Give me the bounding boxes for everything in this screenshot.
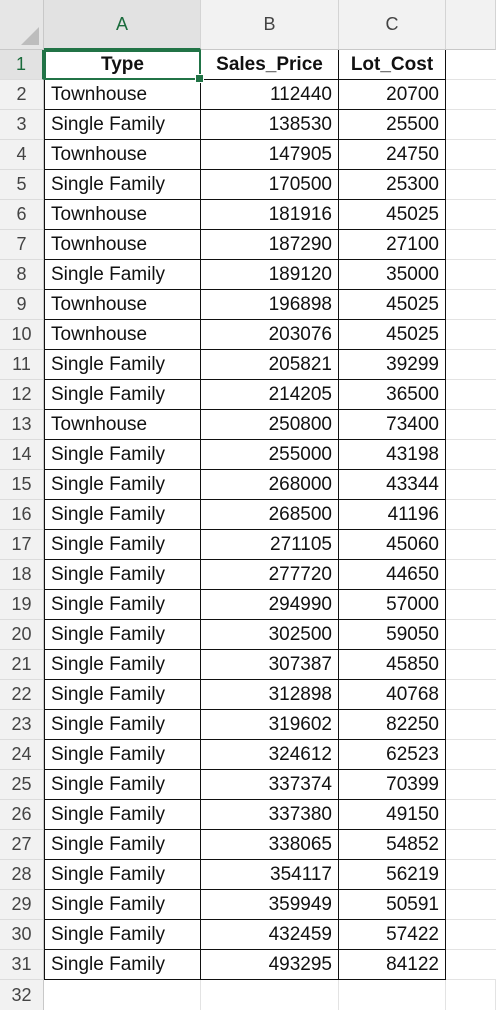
cell-empty[interactable] xyxy=(446,440,496,470)
cell-sales-price[interactable]: 196898 xyxy=(201,290,339,320)
cell-lot-cost[interactable]: 40768 xyxy=(339,680,446,710)
cell-type[interactable]: Single Family xyxy=(44,470,201,500)
cell-type[interactable]: Single Family xyxy=(44,860,201,890)
cell-type[interactable]: Single Family xyxy=(44,350,201,380)
cell-sales-price[interactable]: 294990 xyxy=(201,590,339,620)
table-row xyxy=(0,470,496,500)
cell-type[interactable]: Single Family xyxy=(44,890,201,920)
table-row xyxy=(0,620,496,650)
cell-lot-cost[interactable]: 73400 xyxy=(339,410,446,440)
cell-type[interactable]: Single Family xyxy=(44,830,201,860)
cell-empty[interactable] xyxy=(446,560,496,590)
row-header[interactable]: 4 xyxy=(0,140,44,170)
table-row xyxy=(0,680,496,710)
row-header[interactable]: 28 xyxy=(0,860,44,890)
column-header-b[interactable]: B xyxy=(201,0,339,50)
row-header[interactable]: 12 xyxy=(0,380,44,410)
cell-lot-cost[interactable]: 59050 xyxy=(339,620,446,650)
table-row xyxy=(0,350,496,380)
cell-lot-cost[interactable]: 45025 xyxy=(339,320,446,350)
cell-empty[interactable] xyxy=(446,230,496,260)
cell-sales-price[interactable]: 307387 xyxy=(201,650,339,680)
cell-sales-price[interactable]: 354117 xyxy=(201,860,339,890)
cell-lot-cost[interactable]: 45850 xyxy=(339,650,446,680)
row-header[interactable]: 29 xyxy=(0,890,44,920)
table-row xyxy=(0,410,496,440)
cell-sales-price[interactable]: 189120 xyxy=(201,260,339,290)
cell-type[interactable]: Townhouse xyxy=(44,230,201,260)
row-header[interactable]: 13 xyxy=(0,410,44,440)
cell-empty[interactable] xyxy=(446,350,496,380)
cell-lot-cost[interactable]: 62523 xyxy=(339,740,446,770)
cell-lot-cost[interactable]: 25300 xyxy=(339,170,446,200)
cell-type[interactable]: Single Family xyxy=(44,170,201,200)
cell-type[interactable]: Single Family xyxy=(44,590,201,620)
row-header[interactable]: 20 xyxy=(0,620,44,650)
row-header[interactable]: 26 xyxy=(0,800,44,830)
cell-sales-price[interactable]: 277720 xyxy=(201,560,339,590)
cell-lot-cost[interactable]: 49150 xyxy=(339,800,446,830)
table-row xyxy=(0,560,496,590)
cell-type[interactable]: Single Family xyxy=(44,560,201,590)
cell-empty[interactable] xyxy=(446,290,496,320)
cell-sales-price[interactable]: 319602 xyxy=(201,710,339,740)
cell-type[interactable]: Single Family xyxy=(44,800,201,830)
cell-lot-cost[interactable]: 44650 xyxy=(339,560,446,590)
cell-lot-cost[interactable]: 50591 xyxy=(339,890,446,920)
cell-type[interactable]: Single Family xyxy=(44,380,201,410)
cell-sales-price[interactable]: 203076 xyxy=(201,320,339,350)
cell-lot-cost[interactable]: 36500 xyxy=(339,380,446,410)
cell-type[interactable]: Townhouse xyxy=(44,290,201,320)
cell-sales-price[interactable]: 493295 xyxy=(201,950,339,980)
cell-empty[interactable] xyxy=(446,380,496,410)
select-all-triangle-icon xyxy=(21,27,39,45)
cell-empty[interactable] xyxy=(446,770,496,800)
cell-empty[interactable] xyxy=(446,320,496,350)
cell-lot-cost[interactable]: 20700 xyxy=(339,80,446,110)
cell-empty[interactable] xyxy=(446,710,496,740)
cell-lot-cost[interactable]: 57000 xyxy=(339,590,446,620)
cell-empty[interactable] xyxy=(446,620,496,650)
column-header-d[interactable] xyxy=(446,0,496,50)
cell-lot-cost[interactable]: 84122 xyxy=(339,950,446,980)
table-row xyxy=(0,890,496,920)
cell-sales-price[interactable]: 255000 xyxy=(201,440,339,470)
row-header[interactable]: 2 xyxy=(0,80,44,110)
row-header[interactable]: 15 xyxy=(0,470,44,500)
cell-lot-cost[interactable]: 45025 xyxy=(339,200,446,230)
row-header[interactable]: 1 xyxy=(0,50,44,80)
row-header[interactable]: 6 xyxy=(0,200,44,230)
cell-sales-price[interactable]: 359949 xyxy=(201,890,339,920)
cell-empty[interactable] xyxy=(446,110,496,140)
cell-empty[interactable] xyxy=(446,920,496,950)
cell-type[interactable]: Townhouse xyxy=(44,320,201,350)
row-header[interactable]: 7 xyxy=(0,230,44,260)
cell-type[interactable]: Single Family xyxy=(44,950,201,980)
row-header[interactable]: 10 xyxy=(0,320,44,350)
cell-type[interactable]: Single Family xyxy=(44,260,201,290)
cell-type[interactable]: Single Family xyxy=(44,740,201,770)
cell-lot-cost[interactable]: 39299 xyxy=(339,350,446,380)
cell-lot-cost[interactable]: 25500 xyxy=(339,110,446,140)
cell-type[interactable]: Single Family xyxy=(44,440,201,470)
row-header[interactable]: 9 xyxy=(0,290,44,320)
table-row xyxy=(0,170,496,200)
cell-lot-cost[interactable]: 54852 xyxy=(339,830,446,860)
cell-sales-price[interactable]: 147905 xyxy=(201,140,339,170)
cell-type[interactable]: Single Family xyxy=(44,620,201,650)
row-header[interactable]: 8 xyxy=(0,260,44,290)
cell-lot-cost[interactable]: 56219 xyxy=(339,860,446,890)
cell-sales-price[interactable]: 205821 xyxy=(201,350,339,380)
fill-handle[interactable] xyxy=(195,74,204,83)
cell-type[interactable]: Single Family xyxy=(44,500,201,530)
cell-type[interactable]: Single Family xyxy=(44,680,201,710)
row-header[interactable]: 31 xyxy=(0,950,44,980)
cell-type[interactable]: Single Family xyxy=(44,110,201,140)
table-row xyxy=(0,290,496,320)
cell-sales-price[interactable]: 271105 xyxy=(201,530,339,560)
table-row xyxy=(0,200,496,230)
row-header[interactable]: 19 xyxy=(0,590,44,620)
row-header[interactable]: 27 xyxy=(0,830,44,860)
cell-lot-cost[interactable]: 82250 xyxy=(339,710,446,740)
row-header[interactable]: 18 xyxy=(0,560,44,590)
cell-lot-cost[interactable]: 35000 xyxy=(339,260,446,290)
cell-lot-cost[interactable]: 24750 xyxy=(339,140,446,170)
row-header[interactable]: 32 xyxy=(0,980,44,1010)
cell-empty[interactable] xyxy=(446,860,496,890)
cell-empty[interactable] xyxy=(446,410,496,440)
cell-empty[interactable] xyxy=(446,500,496,530)
cell-sales-price[interactable]: 324612 xyxy=(201,740,339,770)
cell-lot-cost[interactable]: 27100 xyxy=(339,230,446,260)
column-header-a[interactable]: A xyxy=(44,0,201,50)
row-header[interactable]: 14 xyxy=(0,440,44,470)
cell-lot-cost[interactable]: 43344 xyxy=(339,470,446,500)
cell-empty[interactable] xyxy=(446,140,496,170)
cell-b1-sales-price-header[interactable]: Sales_Price xyxy=(201,50,339,80)
cell-empty[interactable] xyxy=(446,650,496,680)
table-row xyxy=(0,80,496,110)
row-header[interactable]: 21 xyxy=(0,650,44,680)
table-row xyxy=(0,590,496,620)
row-header[interactable]: 30 xyxy=(0,920,44,950)
table-row xyxy=(0,800,496,830)
table-row xyxy=(0,920,496,950)
table-row xyxy=(0,830,496,860)
table-row xyxy=(0,860,496,890)
cell-c1-lot-cost-header[interactable]: Lot_Cost xyxy=(339,50,446,80)
cell-sales-price[interactable]: 432459 xyxy=(201,920,339,950)
cell-type[interactable]: Single Family xyxy=(44,710,201,740)
cell-empty[interactable] xyxy=(446,980,496,1010)
header-row xyxy=(0,50,496,80)
row-header[interactable]: 16 xyxy=(0,500,44,530)
cell-sales-price[interactable]: 138530 xyxy=(201,110,339,140)
cell-type[interactable]: Single Family xyxy=(44,650,201,680)
cell-empty[interactable] xyxy=(446,470,496,500)
table-row xyxy=(0,260,496,290)
table-row xyxy=(0,230,496,260)
cell-sales-price[interactable]: 187290 xyxy=(201,230,339,260)
cell-empty[interactable] xyxy=(446,890,496,920)
table-row xyxy=(0,500,496,530)
table-row xyxy=(0,140,496,170)
row-header[interactable]: 25 xyxy=(0,770,44,800)
table-row xyxy=(0,380,496,410)
cell-empty[interactable] xyxy=(446,80,496,110)
cell-d1[interactable] xyxy=(446,50,496,80)
table-row xyxy=(0,650,496,680)
cell-empty[interactable] xyxy=(446,170,496,200)
table-row xyxy=(0,320,496,350)
cell-empty[interactable] xyxy=(446,830,496,860)
cell-type[interactable]: Townhouse xyxy=(44,410,201,440)
cell-lot-cost[interactable]: 70399 xyxy=(339,770,446,800)
row-header[interactable]: 5 xyxy=(0,170,44,200)
row-header[interactable]: 17 xyxy=(0,530,44,560)
cell-empty[interactable] xyxy=(446,590,496,620)
cell-empty[interactable] xyxy=(339,980,446,1010)
cell-sales-price[interactable]: 338065 xyxy=(201,830,339,860)
table-row-empty xyxy=(0,980,496,1010)
cell-sales-price[interactable]: 170500 xyxy=(201,170,339,200)
cell-type[interactable]: Single Family xyxy=(44,920,201,950)
cell-empty[interactable] xyxy=(446,530,496,560)
table-row xyxy=(0,710,496,740)
select-all-button[interactable] xyxy=(0,0,44,50)
cell-empty[interactable] xyxy=(446,200,496,230)
row-header[interactable]: 23 xyxy=(0,710,44,740)
cell-empty[interactable] xyxy=(446,950,496,980)
table-row xyxy=(0,440,496,470)
cell-sales-price[interactable]: 214205 xyxy=(201,380,339,410)
cell-type[interactable]: Townhouse xyxy=(44,140,201,170)
row-header[interactable]: 11 xyxy=(0,350,44,380)
cell-lot-cost[interactable]: 41196 xyxy=(339,500,446,530)
cell-lot-cost[interactable]: 45060 xyxy=(339,530,446,560)
cell-empty[interactable] xyxy=(44,980,201,1010)
cell-empty[interactable] xyxy=(446,740,496,770)
cell-sales-price[interactable]: 268000 xyxy=(201,470,339,500)
cell-type[interactable]: Single Family xyxy=(44,530,201,560)
column-header-c[interactable]: C xyxy=(339,0,446,50)
row-header[interactable]: 22 xyxy=(0,680,44,710)
cell-type[interactable]: Townhouse xyxy=(44,200,201,230)
row-header[interactable]: 3 xyxy=(0,110,44,140)
table-row xyxy=(0,530,496,560)
cell-lot-cost[interactable]: 45025 xyxy=(339,290,446,320)
table-row xyxy=(0,770,496,800)
cell-sales-price[interactable]: 112440 xyxy=(201,80,339,110)
cell-sales-price[interactable]: 181916 xyxy=(201,200,339,230)
table-row xyxy=(0,110,496,140)
cell-lot-cost[interactable]: 43198 xyxy=(339,440,446,470)
table-row xyxy=(0,740,496,770)
cell-type[interactable]: Townhouse xyxy=(44,80,201,110)
cell-sales-price[interactable]: 302500 xyxy=(201,620,339,650)
cell-empty[interactable] xyxy=(446,680,496,710)
cell-sales-price[interactable]: 312898 xyxy=(201,680,339,710)
cell-a1-type-header[interactable]: Type xyxy=(44,50,201,80)
cell-sales-price[interactable]: 337374 xyxy=(201,770,339,800)
cell-lot-cost[interactable]: 57422 xyxy=(339,920,446,950)
cell-sales-price[interactable]: 250800 xyxy=(201,410,339,440)
cell-empty[interactable] xyxy=(446,800,496,830)
cell-empty[interactable] xyxy=(446,260,496,290)
row-header[interactable]: 24 xyxy=(0,740,44,770)
cell-empty[interactable] xyxy=(201,980,339,1010)
cell-sales-price[interactable]: 268500 xyxy=(201,500,339,530)
cell-type[interactable]: Single Family xyxy=(44,770,201,800)
cell-sales-price[interactable]: 337380 xyxy=(201,800,339,830)
table-row xyxy=(0,950,496,980)
